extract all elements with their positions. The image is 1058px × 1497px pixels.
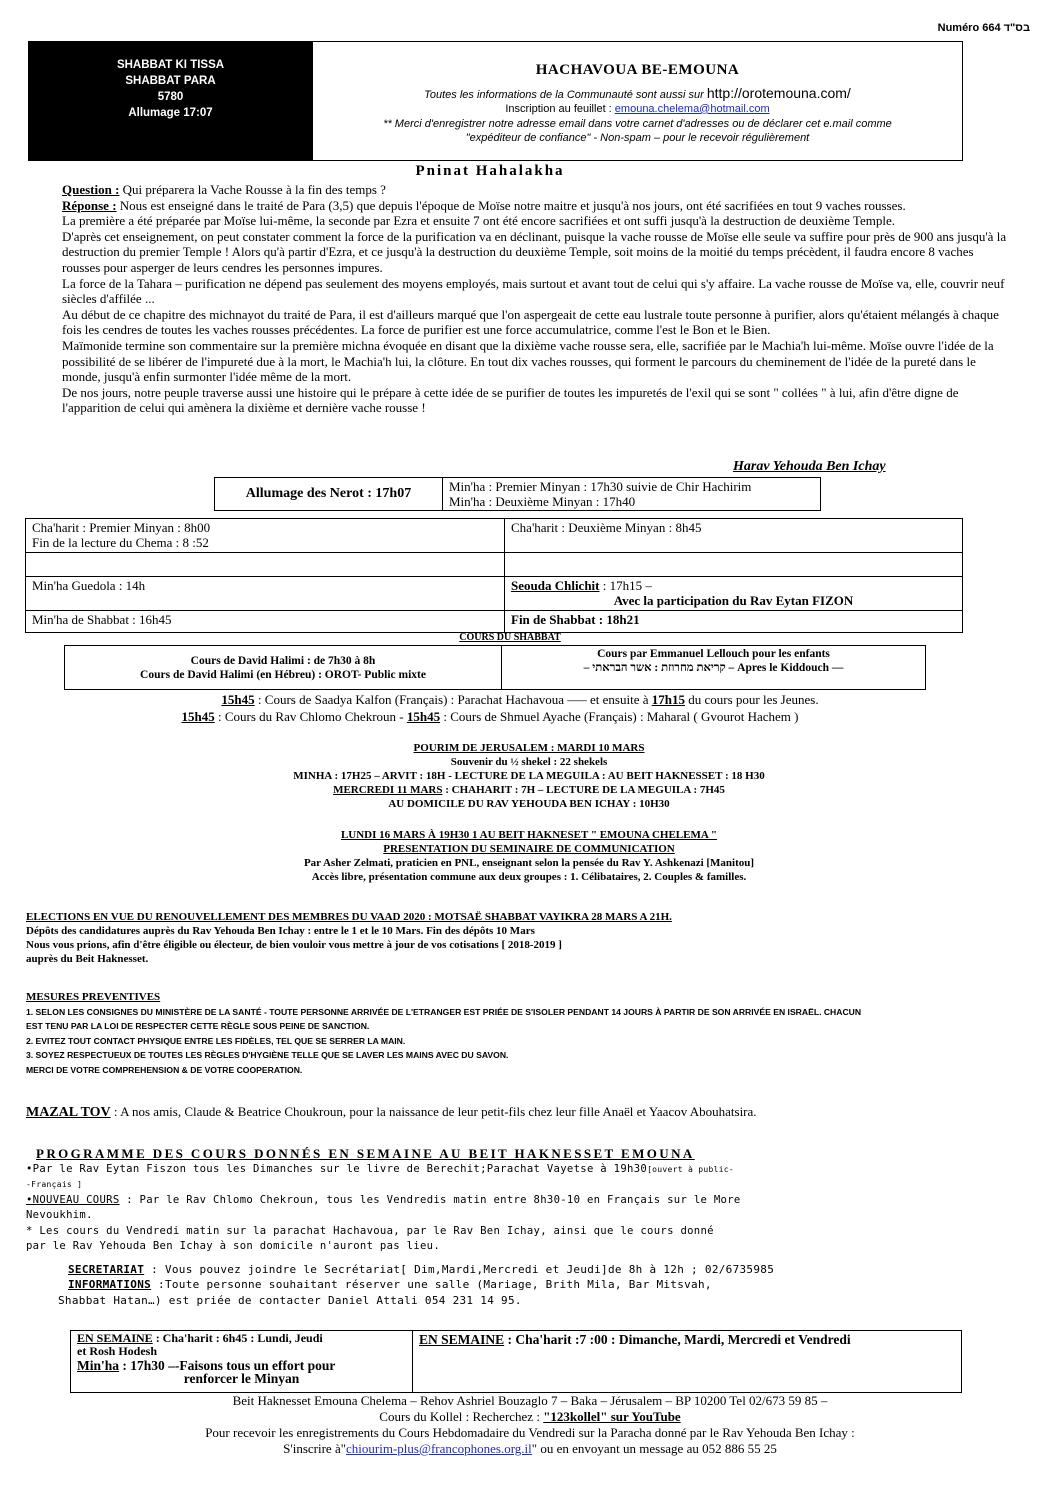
informations-label: INFORMATIONS xyxy=(68,1278,152,1292)
question xyxy=(62,182,1012,198)
text: : Cours de Saadya Kalfon (Français) : Parachat Hachavoua ––– et ensuite à xyxy=(257,692,649,707)
empty-cell xyxy=(505,553,963,577)
afternoon-cours-2 xyxy=(40,709,940,724)
footer-address: Beit Haknesset Emouna Chelema – Rehov Ashriel Bouzaglo 7 – Baka – Jérusalem – BP 10200 Tel 02/673 59 85 – xyxy=(232,1393,828,1408)
footer xyxy=(40,1393,1020,1457)
minha-first: Min'ha : Premier Minyan : 17h30 suivie de Chir Hachirim xyxy=(449,479,752,494)
afternoon-cours-1 xyxy=(40,692,1000,707)
minha-shabbat: Min'ha de Shabbat : 16h45 xyxy=(26,610,505,632)
semaine-text: renforcer le Minyan xyxy=(183,1371,300,1387)
informations-line xyxy=(58,1277,1018,1292)
chaharit-first-time: Cha'harit : Premier Minyan : 8h00 xyxy=(32,520,211,535)
cours-line: Cours de David Halimi (en Hébreu) : OROT- Public mixte xyxy=(140,668,426,681)
chaharit-first xyxy=(26,519,505,553)
elections-line: Dépôts des candidatures auprès du Rav Yehouda Ben Ichay : entre le 1 et le 10 Mars. Fin des dépôts 10 Mars xyxy=(26,925,535,937)
programme-list xyxy=(26,1162,1036,1254)
paragraph: D'après cet enseignement, on peut constater comment la force de la purification va en déclinant, puisque la vache rousse de Moïse elle seule va suffire pour près de 900 ans jusqu'à la destruction du premier Temple ! Alors qu'à partir d'Ezra, et ce jusqu'à la destruction du deuxième Temple, soit moins de la moitié du temps précèdent, il faudra encore 8 vaches rousses pour asperger de leurs cendres les personnes impures. xyxy=(62,228,1007,275)
halakha-text xyxy=(62,182,1012,416)
pourim-line xyxy=(100,783,958,797)
seminaire-title: LUNDI 16 MARS À 19H30 1 AU BEIT HAKNESET " EMOUNA CHELEMA " xyxy=(340,829,718,841)
semaine-table xyxy=(70,1330,962,1393)
empty-cell xyxy=(26,553,505,577)
semaine-text: et Rosh Hodesh xyxy=(77,1344,158,1359)
pourim-title: POURIM DE JERUSALEM : MARDI 10 MARS xyxy=(413,742,645,754)
seminaire-line: Par Asher Zelmati, praticien en PNL, enseignant selon la pensée du Rav Y. Ashkenazi [Manitou] xyxy=(303,857,755,869)
footer-subscribe xyxy=(40,1441,1020,1457)
pourim-date: MERCREDI 11 MARS xyxy=(333,784,443,796)
box-line-3: 5780 xyxy=(157,91,184,103)
pourim-line: AU DOMICILE DU RAV YEHOUDA BEN ICHAY : 10H30 xyxy=(388,798,670,810)
elections-section xyxy=(26,910,986,966)
semaine-text: : Cha'harit :7 :00 : Dimanche, Mardi, Mercredi et Vendredi xyxy=(507,1332,851,1347)
kollel-prefix: Cours du Kollel : Recherchez : xyxy=(379,1409,540,1424)
question-label: Question : xyxy=(62,182,120,197)
inscription-email-link[interactable]: emouna.chelema@hotmail.com xyxy=(614,102,770,115)
fin-shabbat: Fin de Shabbat : 18h21 xyxy=(505,610,963,632)
box-line-1: SHABBAT KI TISSA xyxy=(116,59,225,71)
info-prefix: Toutes les informations de la Communauté sont aussi sur xyxy=(424,88,704,101)
seminaire-line: Accès libre, présentation commune aux deux groupes : 1. Célibataires, 2. Couples & familles. xyxy=(311,871,747,883)
footer-kollel xyxy=(40,1409,1020,1425)
newsletter-title: HACHAVOUA BE-EMOUNA xyxy=(535,62,740,78)
mesures-line: 3. SOYEZ RESPECTUEUX DE TOUTES LES RÈGLES D'HYGIÈNE TELLE QUE SE LAVER LES MAINS AVEC DU SAVON. xyxy=(26,1050,509,1061)
subscribe-prefix: S'inscrire à" xyxy=(283,1441,347,1456)
friday-minha xyxy=(443,478,821,511)
allumage-nerot: Allumage des Nerot : 17h07 xyxy=(215,478,443,511)
issue-number: Numéro 664 בס"ד xyxy=(937,22,1030,34)
elections-line: Nous vous prions, afin d'être éligible ou électeur, de bien vouloir vous mettre à jour de vos cotisations [ 2018-2019 ] xyxy=(26,939,562,951)
seouda-participation: Avec la participation du Rav Eytan FIZON xyxy=(613,593,854,609)
subscribe-suffix: " ou en envoyant un message au 052 886 55 25 xyxy=(531,1441,777,1456)
seouda-chlichit xyxy=(505,577,963,611)
cours-shabbat-title: COURS DU SHABBAT xyxy=(459,632,561,643)
mesures-line: 2. EVITEZ TOUT CONTACT PHYSIQUE ENTRE LES FIDÈLES, TEL QUE SE SERRER LA MAIN. xyxy=(26,1035,406,1046)
programme-text: : Par le Rav Chlomo Chekroun, tous les Vendredis matin entre 8h30-10 en Français sur le More xyxy=(126,1193,741,1206)
informations-text: Shabbat Hatan…) est priée de contacter Daniel Attali 054 231 14 95. xyxy=(58,1293,522,1307)
chema-time: Fin de la lecture du Chema : 8 :52 xyxy=(32,535,209,551)
pourim-text: : CHAHARIT : 7H – LECTURE DE LA MEGUILA : 7H45 xyxy=(445,784,725,796)
inscription-prefix: Inscription au feuillet : xyxy=(505,102,612,115)
pourim-section xyxy=(100,741,958,811)
minha-label: Min'ha xyxy=(77,1357,120,1373)
programme-text: par le Rav Yehouda Ben Ichay à son domicile n'auront pas lieu. xyxy=(26,1240,441,1253)
mazal-text: : A nos amis, Claude & Beatrice Choukroun, pour la naissance de leur petit-fils chez leur fille Anaël et Yaacov Abouhatsira. xyxy=(113,1104,757,1119)
subscribe-email-link[interactable]: chiourim-plus@francophones.org.il xyxy=(346,1441,532,1456)
semaine-label: EN SEMAINE xyxy=(77,1331,153,1345)
note-line-1: ** Merci d'enregistrer notre adresse email dans votre carnet d'adresses ou de déclarer cet e.mail comme xyxy=(383,117,892,130)
chaharit-second: Cha'harit : Deuxième Minyan : 8h45 xyxy=(505,519,963,553)
programme-note: -Français ] xyxy=(26,1180,83,1190)
question-text: Qui préparera la Vache Rousse à la fin des temps ? xyxy=(122,182,386,197)
seminaire-section xyxy=(100,828,958,884)
secretariat-label: SECRETARIAT xyxy=(68,1263,145,1276)
reponse xyxy=(62,198,1012,214)
mazal-label: MAZAL TOV xyxy=(26,1105,111,1120)
info-url[interactable]: http://orotemouna.com/ xyxy=(706,84,851,101)
mesures-section xyxy=(26,990,1036,1078)
footer-recordings: Pour recevoir les enregistrements du Cours Hebdomadaire du Vendredi sur la Paracha donné par le Rav Yehouda Ben Ichay : xyxy=(205,1425,855,1440)
semaine-label: EN SEMAINE xyxy=(419,1332,505,1347)
secretariat-section xyxy=(58,1262,1018,1308)
reponse-text: Nous est enseigné dans le traité de Para (3,5) que depuis l'époque de Moïse notre maitre et jusqu'à nos jours, ont été sacrifiées en tout 9 vaches rousses. xyxy=(119,197,906,213)
inscription-line xyxy=(313,103,962,116)
seouda-time: : 17h15 – xyxy=(602,578,652,593)
cours-shabbat-table xyxy=(64,645,926,690)
elections-title: ELECTIONS EN VUE DU RENOUVELLEMENT DES MEMBRES DU VAAD 2020 : MOTSAË SHABBAT VAYIKRA 28 MARS A 21H. xyxy=(26,911,672,923)
nouveau-cours-label: •NOUVEAU COURS xyxy=(26,1193,120,1206)
time: 15h45 xyxy=(181,709,215,724)
text: du cours pour les Jeunes. xyxy=(688,692,819,707)
time: 15h45 xyxy=(221,692,255,707)
minha-second: Min'ha : Deuxième Minyan : 17h40 xyxy=(449,494,636,509)
text: : Cours de Shmuel Ayache (Français) : Maharal ( Gvourot Hachem ) xyxy=(443,709,799,724)
mazal-tov xyxy=(26,1104,1026,1122)
informations-text: :Toute personne souhaitant réserver une salle (Mariage, Brith Mila, Bar Mitsvah, xyxy=(158,1278,712,1292)
paragraph: Au début de ce chapitre des michnayot du traité de Para, il est d'ailleurs marqué que l'on aspergeait de cette eau lustrale toute personne à purifier, alors qu'étaient mélangés à chaque fois les cendres de toutes les vaches rousses précédentes. La force de purifier est une force accumulatrice, comme l'est le Bon et le Bien. xyxy=(62,306,999,338)
info-line xyxy=(313,85,962,102)
seminaire-subtitle: PRESENTATION DU SEMINAIRE DE COMMUNICATION xyxy=(383,843,675,855)
semaine-left xyxy=(71,1331,413,1393)
mesures-line: MERCI DE VOTRE COMPREHENSION & DE VOTRE COOPERATION. xyxy=(26,1064,303,1075)
cours-enfants xyxy=(502,646,926,690)
secretariat-line xyxy=(58,1262,1018,1277)
semaine-text: : Cha'harit : 6h45 : Lundi, Jeudi xyxy=(155,1331,323,1345)
secretariat-text: : Vous pouvez joindre le Secrétariat[ Dim,Mardi,Mercredi et Jeudi]de 8h à 12h ; 02/6735985 xyxy=(151,1263,775,1276)
elections-line: auprès du Beit Haknesset. xyxy=(26,953,149,965)
time: 17h15 xyxy=(651,692,685,707)
note-line-2: "expéditeur de confiance" - Non-spam – pour le recevoir régulièrement xyxy=(465,131,810,144)
cours-line: Cours de David Halimi : de 7h30 à 8h xyxy=(190,654,376,667)
title-box xyxy=(313,41,963,161)
author: Harav Yehouda Ben Ichay xyxy=(733,459,886,474)
shabbat-header-box xyxy=(28,41,313,161)
cours-line: – קריאת מחרוזת : אשר הבראתי – Apres le Kiddouch –– xyxy=(583,662,844,674)
programme-text: Nevoukhim. xyxy=(26,1209,93,1222)
semaine-text: : 17h30 –-Faisons tous un effort pour xyxy=(122,1357,336,1373)
programme-text: •Par le Rav Eytan Fiszon tous les Dimanches sur le livre de Berechit;Parachat Vayetse à 19h30 xyxy=(26,1163,648,1175)
kollel-youtube-link[interactable]: "123kollel" sur YouTube xyxy=(543,1409,681,1424)
pourim-line: MINHA : 17H25 – ARVIT : 18H - LECTURE DE LA MEGUILA : AU BEIT HAKNESSET : 18 H30 xyxy=(293,770,765,782)
cours-david-halimi xyxy=(65,646,502,690)
programme-note: [ouvert à public- xyxy=(647,1165,735,1174)
pourim-line: Souvenir du ½ shekel : 22 shekels xyxy=(450,756,608,768)
box-line-4: Allumage 17:07 xyxy=(128,107,213,119)
semaine-right xyxy=(413,1331,962,1393)
box-line-2: SHABBAT PARA xyxy=(125,75,216,87)
mesures-line: 1. SELON LES CONSIGNES DU MINISTÈRE DE LA SANTÉ - TOUTE PERSONNE ARRIVÉE DE L'ETRANGER EST PRIÉE DE S'ISOLER PENDANT 14 JOURS À PARTIR DE SON ARRIVÉE EN ISRAËL. CHACUN xyxy=(26,1006,862,1017)
paragraph: De nos jours, notre peuple traverse aussi une histoire qui le prépare à cette idée de se purifier de toutes les impuretés de l'exil qui se sont " collées " à lui, afin d'être digne de l'apparition de celui qui amènera la dixième et dernière vache rousse ! xyxy=(62,384,959,416)
shabbat-schedule-table xyxy=(25,518,963,633)
programme-title: PROGRAMME DES COURS DONNÉS EN SEMAINE AU BEIT HAKNESSET EMOUNA xyxy=(36,1146,695,1161)
time: 15h45 xyxy=(406,709,441,724)
mesures-title: MESURES PREVENTIVES xyxy=(26,991,161,1003)
paragraph: La force de la Tahara – purification ne dépend pas seulement des moyens employés, mais surtout et avant tout de celui qui s'y affaire. La vache rousse de Moïse va, elle, couvrir neuf siècles d'affilée ... xyxy=(62,275,1005,307)
reponse-label: Réponse : xyxy=(62,197,117,213)
programme-item xyxy=(26,1162,1036,1177)
paragraph: Maïmonide termine son commentaire sur la première michna évoquée en disant que la dixième vache rousse sera, elle, sacrifiée par le Machia'h lui-même. Moïse ouvre l'idée de la possibilité de se libérer de l'impureté due à la mort, le Machia'h lui, la clôture. En tout dix vaches rousses, qui forment le parcours du cheminement de l'idée de la pureté dans le monde, jusqu'à enfin surmonter l'idée même de la mort. xyxy=(62,337,994,385)
seouda-label: Seouda Chlichit xyxy=(511,578,600,593)
friday-table xyxy=(214,477,821,511)
mesures-line: EST TENU PAR LA LOI DE RESPECTER CETTE RÈGLE SOUS PEINE DE SANCTION. xyxy=(26,1021,370,1032)
halakha-title: Pninat Hahalakha xyxy=(415,163,565,179)
text: : Cours du Rav Chlomo Chekroun - xyxy=(218,709,404,724)
programme-text: * Les cours du Vendredi matin sur la parachat Hachavoua, par le Rav Ben Ichay, ainsi que le cours donné xyxy=(26,1224,714,1237)
cours-line: Cours par Emmanuel Lellouch pour les enfants xyxy=(597,648,830,660)
minha-guedola: Min'ha Guedola : 14h xyxy=(26,577,505,611)
paragraph: La première a été préparée par Moïse lui-même, la seconde par Ezra et ensuite 7 ont été encore sacrifiées et ont suffi jusqu'à la destruction de deuxième Temple. xyxy=(62,213,895,229)
programme-item xyxy=(26,1193,1036,1208)
